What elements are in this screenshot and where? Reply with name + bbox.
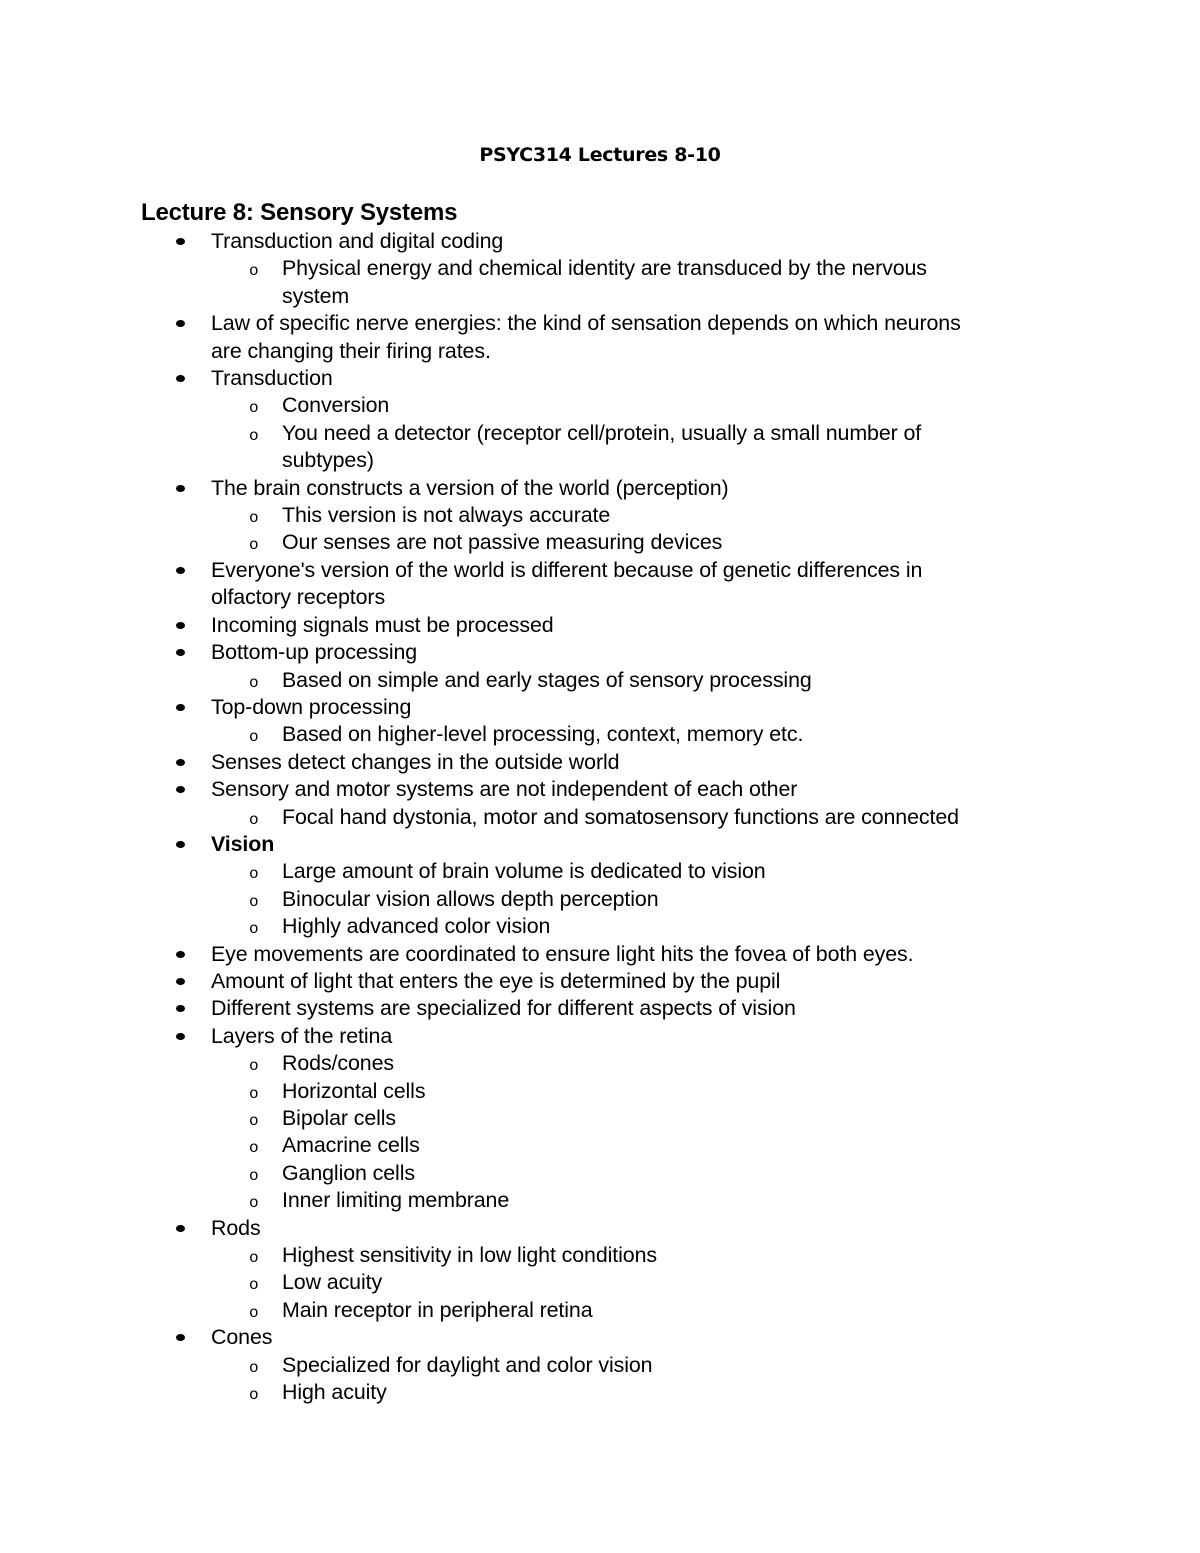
document-title: PSYC314 Lectures 8-10 [479,144,721,166]
item-text-line: Vision [211,831,275,856]
bullet-marker [176,759,185,766]
item-text-line: High acuity [282,1380,387,1405]
bullet-marker [176,485,185,492]
sub-bullet-item [0,886,1200,913]
sub-bullet-marker: o [249,728,259,747]
bullet-item [0,749,1200,776]
sub-bullet-marker: o [249,865,259,884]
notes-outline [0,228,1200,1406]
bullet-marker [176,622,185,629]
item-text-line: Incoming signals must be processed [211,612,554,637]
sub-bullet-marker: o [249,1112,259,1130]
sub-bullet-marker: o [249,1358,259,1377]
sub-bullet-item [0,1050,1200,1077]
item-text-line: Our senses are not passive measuring devices [282,530,723,555]
sub-bullet-item [0,1269,1200,1296]
item-text-line: Amacrine cells [282,1133,420,1158]
sub-bullet-item [0,1297,1200,1324]
sub-bullet-marker: o [249,426,259,445]
sub-bullet-marker: o [249,673,259,692]
sub-bullet-marker: o [249,399,259,418]
item-text-line: Senses detect changes in the outside world [211,749,620,774]
sub-bullet-item [0,1078,1200,1105]
sub-bullet-marker: o [249,1139,259,1158]
bullet-item [0,1023,1200,1050]
sub-bullet-item [0,529,1200,556]
item-text-line: Layers of the retina [211,1023,393,1048]
item-text-line: Low acuity [282,1270,383,1295]
sub-bullet-item [0,721,1200,748]
item-text-line: Sensory and motor systems are not independent of each other [211,777,798,802]
item-text-line: Top-down processing [211,694,412,719]
bullet-item [0,228,1200,255]
sub-bullet-marker: o [249,810,259,829]
sub-bullet-item [0,1105,1200,1132]
item-text-line: Focal hand dystonia, motor and somatosensory functions are connected [282,804,959,829]
sub-bullet-marker: o [249,509,259,528]
sub-bullet-marker: o [249,892,259,911]
sub-bullet-item [0,420,1200,475]
item-text-line: Highest sensitivity in low light conditions [282,1243,657,1268]
sub-bullet-item [0,392,1200,419]
bullet-item [0,475,1200,502]
item-text-line: Based on higher-level processing, context, memory etc. [282,722,804,747]
sub-bullet-item [0,1352,1200,1379]
item-text-line: Bottom-up processing [211,640,418,665]
bullet-marker [176,978,185,985]
bullet-marker [176,567,185,574]
bullet-marker [176,704,185,711]
bullet-marker [176,1005,185,1012]
item-text-line: The brain constructs a version of the world (perception) [211,475,729,500]
item-text-line: Inner limiting membrane [282,1188,510,1213]
item-text-line: Horizontal cells [282,1078,426,1103]
item-text-line: Ganglion cells [282,1160,415,1185]
sub-bullet-marker: o [249,1057,259,1076]
item-text-line: are changing their firing rates. [211,338,491,363]
sub-bullet-item [0,858,1200,885]
sub-bullet-marker: o [249,536,259,555]
item-text-line: Transduction and digital coding [211,229,504,253]
sub-bullet-marker: o [249,262,259,281]
bullet-item [0,612,1200,639]
item-text-line: Amount of light that enters the eye is determined by the pupil [211,968,781,993]
bullet-marker [176,1225,185,1232]
sub-bullet-item [0,1379,1200,1406]
section-heading: Lecture 8: Sensory Systems [141,199,458,226]
sub-bullet-marker: o [249,920,259,939]
bullet-item [0,1215,1200,1242]
item-text-line: Conversion [282,393,390,418]
bullet-marker [176,649,185,656]
bullet-item [0,968,1200,995]
sub-bullet-marker: o [249,1249,259,1268]
sub-bullet-item [0,502,1200,529]
sub-bullet-item [0,1160,1200,1187]
sub-bullet-item [0,1242,1200,1269]
bullet-item [0,776,1200,803]
bullet-marker [176,375,185,382]
bullet-item [0,995,1200,1022]
bullet-marker [176,238,185,245]
bullet-marker [176,786,185,793]
sub-bullet-marker: o [249,1084,259,1103]
sub-bullet-marker: o [249,1276,259,1295]
item-text-line: Based on simple and early stages of sensory processing [282,667,812,692]
item-text-line: You need a detector (receptor cell/protein, usually a small number of [282,420,922,445]
bullet-item [0,639,1200,666]
sub-bullet-item [0,804,1200,831]
item-text-line: Different systems are specialized for different aspects of vision [211,996,796,1021]
item-text-line: system [282,283,350,308]
item-text-line: Everyone's version of the world is different because of genetic differences in [211,557,923,582]
item-text-line: Rods/cones [282,1051,394,1076]
item-text-line: Physical energy and chemical identity are transduced by the nervous [282,256,927,281]
bullet-marker [176,951,185,958]
bullet-item [0,941,1200,968]
item-text-line: Specialized for daylight and color vision [282,1352,653,1377]
item-text-line: Large amount of brain volume is dedicated to vision [282,859,766,884]
sub-bullet-item [0,1132,1200,1159]
sub-bullet-item [0,1187,1200,1214]
bullet-item [0,310,1200,365]
item-text-line: This version is not always accurate [282,503,611,528]
bullet-item [0,831,1200,858]
sub-bullet-marker: o [249,1303,259,1322]
bullet-marker [176,841,185,848]
sub-bullet-marker: o [249,1386,259,1405]
sub-bullet-item [0,913,1200,940]
item-text-line: Binocular vision allows depth perception [282,886,659,911]
bullet-item [0,1324,1200,1351]
item-text-line: Bipolar cells [282,1106,397,1130]
bullet-item [0,694,1200,721]
sub-bullet-item [0,255,1200,310]
item-text-line: Main receptor in peripheral retina [282,1297,593,1322]
item-text-line: Cones [211,1325,273,1350]
bullet-item [0,557,1200,612]
item-text-line: Highly advanced color vision [282,914,551,939]
item-text-line: Law of specific nerve energies: the kind of sensation depends on which neurons [211,311,961,336]
bullet-item [0,365,1200,392]
sub-bullet-marker: o [249,1194,259,1213]
sub-bullet-item [0,667,1200,694]
bullet-marker [176,1033,185,1040]
item-text-line: subtypes) [282,448,374,473]
item-text-line: Rods [211,1215,261,1240]
bullet-marker [176,320,185,327]
sub-bullet-marker: o [249,1166,259,1185]
item-text-line: Transduction [211,366,333,391]
bullet-marker [176,1334,185,1341]
item-text-line: Eye movements are coordinated to ensure light hits the fovea of both eyes. [211,941,914,966]
item-text-line: olfactory receptors [211,585,386,610]
